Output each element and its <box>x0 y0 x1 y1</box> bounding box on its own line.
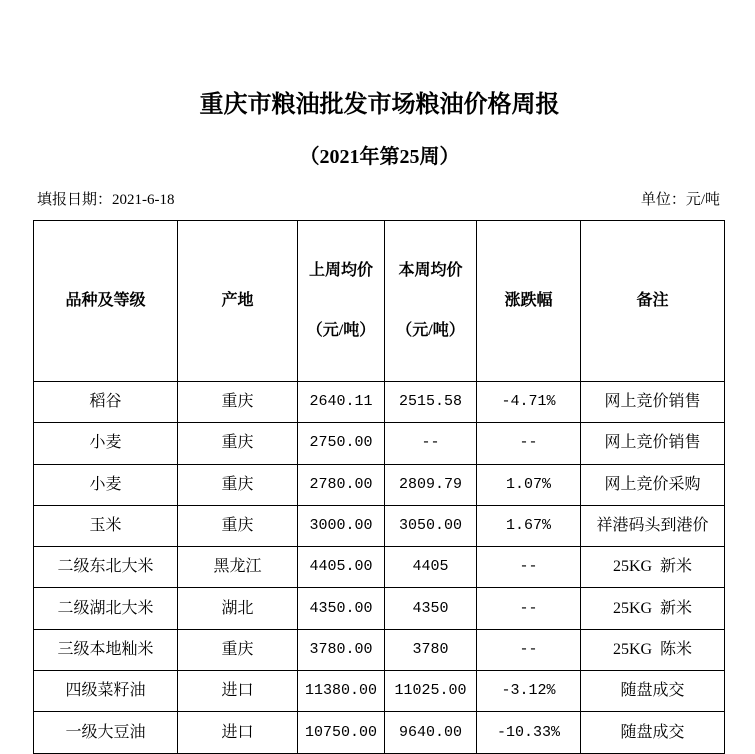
cell-variety: 小麦 <box>34 423 178 464</box>
header-change: 涨跌幅 <box>477 221 581 382</box>
header-last-week-unit: （元/吨） <box>306 322 376 339</box>
table-row <box>34 629 725 670</box>
price-table <box>33 220 725 754</box>
cell-origin: 湖北 <box>178 588 298 629</box>
cell-remark: 随盘成交 <box>581 712 725 753</box>
cell-variety: 一级大豆油 <box>34 712 178 753</box>
header-origin: 产地 <box>178 221 298 382</box>
table-row <box>34 382 725 423</box>
cell-variety: 稻谷 <box>34 382 178 423</box>
cell-variety: 小麦 <box>34 464 178 505</box>
header-variety: 品种及等级 <box>34 221 178 382</box>
unit-value: 元/吨 <box>685 192 720 208</box>
cell-this-week-price: 2515.58 <box>385 382 477 423</box>
cell-last-week-price: 3000.00 <box>298 505 385 546</box>
fill-date-label: 填报日期： <box>37 192 113 208</box>
cell-change: -4.71% <box>477 382 581 423</box>
cell-origin: 黑龙江 <box>178 547 298 588</box>
cell-remark: 25KG 新米 <box>581 588 725 629</box>
cell-origin: 进口 <box>178 671 298 712</box>
cell-last-week-price: 10750.00 <box>298 712 385 753</box>
header-last-week-label: 上周均价 <box>308 262 373 279</box>
cell-origin: 重庆 <box>178 423 298 464</box>
cell-this-week-price: 3050.00 <box>385 505 477 546</box>
cell-last-week-price: 11380.00 <box>298 671 385 712</box>
table-header-row <box>34 221 725 382</box>
cell-remark: 网上竞价采购 <box>581 464 725 505</box>
cell-this-week-price: 9640.00 <box>385 712 477 753</box>
unit <box>641 190 720 210</box>
cell-change: 1.67% <box>477 505 581 546</box>
cell-change: -- <box>477 547 581 588</box>
cell-last-week-price: 2640.11 <box>298 382 385 423</box>
cell-remark: 网上竞价销售 <box>581 423 725 464</box>
cell-last-week-price: 2750.00 <box>298 423 385 464</box>
table-row <box>34 423 725 464</box>
report-title: 重庆市粮油批发市场粮油价格周报 <box>199 92 560 118</box>
cell-origin: 重庆 <box>178 464 298 505</box>
table-row <box>34 547 725 588</box>
cell-last-week-price: 4350.00 <box>298 588 385 629</box>
cell-origin: 进口 <box>178 712 298 753</box>
cell-this-week-price: 3780 <box>385 629 477 670</box>
cell-change: -- <box>477 588 581 629</box>
cell-change: -10.33% <box>477 712 581 753</box>
header-this-week-price <box>385 221 477 382</box>
cell-last-week-price: 2780.00 <box>298 464 385 505</box>
cell-change: -3.12% <box>477 671 581 712</box>
cell-variety: 三级本地籼米 <box>34 629 178 670</box>
header-last-week-price <box>298 221 385 382</box>
cell-this-week-price: -- <box>385 423 477 464</box>
table-row <box>34 464 725 505</box>
cell-variety: 二级湖北大米 <box>34 588 178 629</box>
fill-date-value: 2021-6-18 <box>112 192 175 208</box>
cell-remark: 25KG 新米 <box>581 547 725 588</box>
table-row <box>34 671 725 712</box>
cell-variety: 二级东北大米 <box>34 547 178 588</box>
cell-last-week-price: 4405.00 <box>298 547 385 588</box>
cell-this-week-price: 11025.00 <box>385 671 477 712</box>
report-subtitle: （2021年第25周） <box>299 146 460 168</box>
cell-change: -- <box>477 423 581 464</box>
cell-change: 1.07% <box>477 464 581 505</box>
table-row <box>34 588 725 629</box>
header-this-week-unit: （元/吨） <box>396 322 465 339</box>
cell-change: -- <box>477 629 581 670</box>
cell-last-week-price: 3780.00 <box>298 629 385 670</box>
cell-variety: 玉米 <box>34 505 178 546</box>
table-row <box>34 712 725 753</box>
cell-origin: 重庆 <box>178 382 298 423</box>
cell-this-week-price: 4405 <box>385 547 477 588</box>
cell-remark: 祥港码头到港价 <box>581 505 725 546</box>
table-row <box>34 505 725 546</box>
cell-variety: 四级菜籽油 <box>34 671 178 712</box>
unit-label: 单位： <box>640 192 686 208</box>
cell-remark: 网上竞价销售 <box>581 382 725 423</box>
header-this-week-label: 本周均价 <box>398 262 463 279</box>
fill-date <box>37 190 175 210</box>
cell-this-week-price: 4350 <box>385 588 477 629</box>
cell-remark: 随盘成交 <box>581 671 725 712</box>
cell-origin: 重庆 <box>178 505 298 546</box>
cell-this-week-price: 2809.79 <box>385 464 477 505</box>
cell-remark: 25KG 陈米 <box>581 629 725 670</box>
cell-origin: 重庆 <box>178 629 298 670</box>
header-remark: 备注 <box>581 221 725 382</box>
